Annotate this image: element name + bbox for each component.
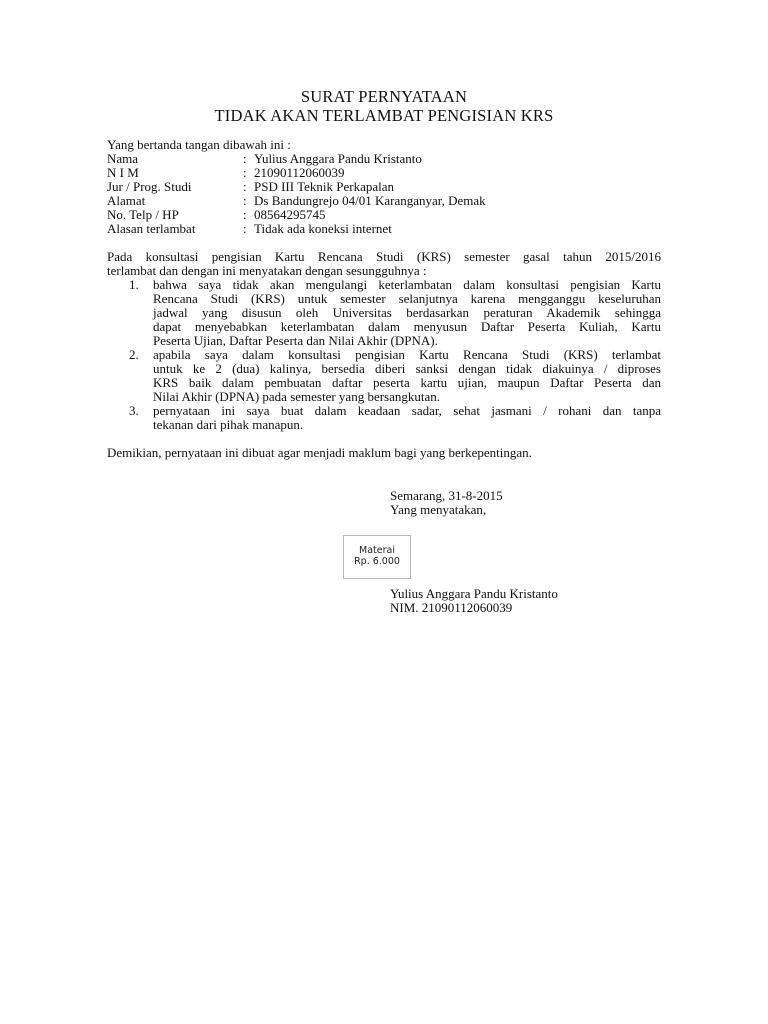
list-line: apabila saya dalam konsultasi pengisian Kartu Rencana Studi (KRS) terlambat	[153, 347, 661, 362]
field-label: No. Telp / HP	[107, 207, 179, 222]
closing-text: Demikian, pernyataan ini dibuat agar menjadi maklum bagi yang berkepentingan.	[107, 445, 532, 460]
field-value: Tidak ada koneksi internet	[254, 221, 392, 236]
field-value: Yulius Anggara Pandu Kristanto	[254, 151, 422, 166]
list-line: Rencana Studi (KRS) untuk semester selanjutnya karena mengganggu keseluruhan	[153, 291, 661, 306]
intro-text: Yang bertanda tangan dibawah ini :	[107, 137, 291, 152]
revenue-stamp	[343, 535, 411, 579]
field-colon: :	[243, 179, 247, 194]
list-line: pernyataan ini saya buat dalam keadaan sadar, sehat jasmani / rohani dan tanpa	[153, 403, 661, 418]
list-line: untuk ke 2 (dua) kalinya, bersedia diberi sanksi dengan tidak diakuinya / diproses	[153, 361, 661, 376]
list-number: 2.	[129, 347, 139, 362]
field-colon: :	[243, 221, 247, 236]
field-value: PSD III Teknik Perkapalan	[254, 179, 395, 194]
field-value: 21090112060039	[254, 165, 345, 180]
field-value: Ds Bandungrejo 04/01 Karanganyar, Demak	[254, 193, 486, 208]
list-number: 1.	[129, 277, 139, 292]
list-line: jadwal yang disusun oleh Universitas berdasarkan peraturan Akademik sehingga	[153, 305, 661, 320]
list-line: KRS baik dalam pembuatan daftar peserta kartu ujian, maupun Daftar Peserta dan	[153, 375, 661, 390]
paragraph-line: Pada konsultasi pengisian Kartu Rencana Studi (KRS) semester gasal tahun 2015/2016	[107, 249, 661, 264]
place-date: Semarang, 31-8-2015	[390, 488, 503, 503]
list-number: 3.	[129, 403, 139, 418]
list-line: Nilai Akhir (DPNA) pada semester yang bersangkutan.	[153, 389, 441, 404]
field-label: Alasan terlambat	[107, 221, 196, 236]
stamp-value: Rp. 6.000	[354, 556, 400, 567]
signer-nim: NIM. 21090112060039	[390, 600, 513, 615]
document-title: SURAT PERNYATAAN	[300, 87, 468, 106]
list-line: Peserta Ujian, Daftar Peserta dan Nilai Akhir (DPNA).	[153, 333, 438, 348]
list-line: bahwa saya tidak akan mengulangi keterlambatan dalam konsultasi pengisian Kartu	[153, 277, 661, 292]
field-label: Alamat	[107, 193, 146, 208]
field-label: Jur / Prog. Studi	[107, 179, 192, 194]
field-colon: :	[243, 151, 247, 166]
stamp-label: Materai	[359, 545, 395, 556]
field-label: N I M	[107, 165, 139, 180]
list-line: dapat menyebabkan keterlambatan dalam menyusun Daftar Peserta Kuliah, Kartu	[153, 319, 661, 334]
field-colon: :	[243, 165, 247, 180]
declarant-label: Yang menyatakan,	[390, 502, 487, 517]
field-label: Nama	[107, 151, 139, 166]
field-value: 08564295745	[254, 207, 326, 222]
opening-paragraph	[107, 250, 661, 278]
document-subtitle: TIDAK AKAN TERLAMBAT PENGISIAN KRS	[214, 106, 554, 125]
list-line: tekanan dari pihak manapun.	[153, 417, 304, 432]
paragraph-line: terlambat dan dengan ini menyatakan dengan sesungguhnya :	[107, 263, 427, 278]
field-colon: :	[243, 193, 247, 208]
field-colon: :	[243, 207, 247, 222]
signer-name: Yulius Anggara Pandu Kristanto	[390, 586, 558, 601]
